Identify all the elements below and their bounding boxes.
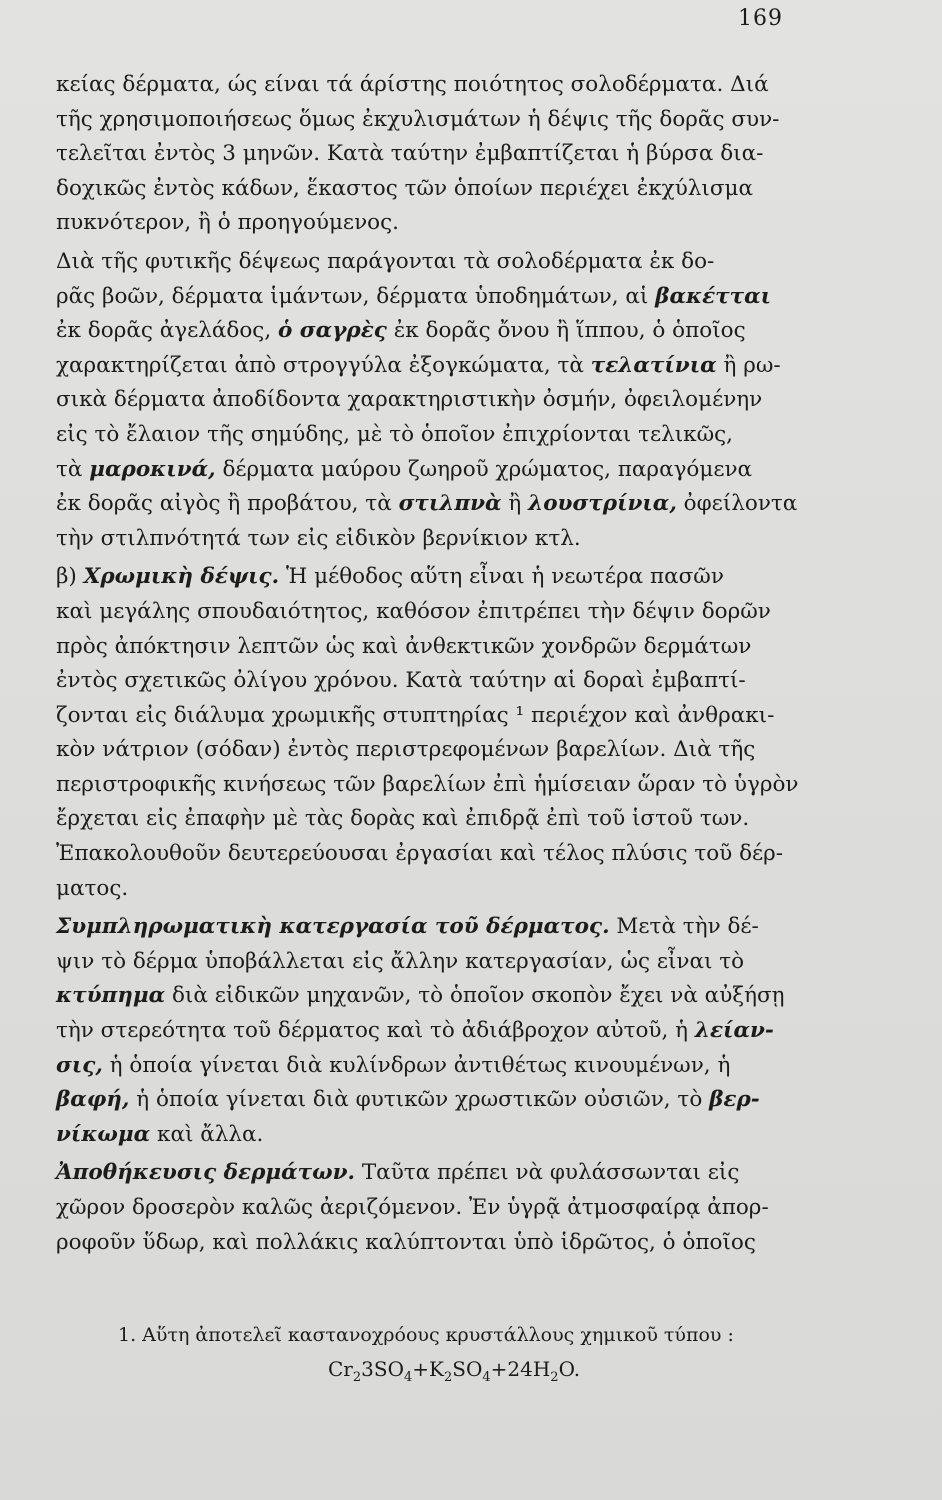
text-line: [56, 314, 824, 349]
text-line: [56, 1118, 824, 1153]
line-text: χῶρον δροσερὸν καλῶς ἀεριζόμενον. Ἐν ὑγρᾷ ἀτμοσφαίρᾳ ἀπορ-: [56, 1195, 769, 1220]
text-line: [56, 172, 824, 207]
text-line: [56, 103, 824, 138]
formula-part: 3SO: [361, 1357, 404, 1381]
text-line: [56, 68, 824, 103]
line-text: εἰς τὸ ἔλαιον τῆς σημύδης, μὲ τὸ ὁποῖον ἐπιχρίονται τελικῶς,: [56, 421, 733, 447]
line-text: τὴν στερεότητα τοῦ δέρματος καὶ τὸ ἀδιάβροχον αὐτοῦ, ἡ: [56, 1018, 695, 1044]
line-text: καὶ ἄλλα.: [150, 1121, 264, 1147]
emphasized-term: Συμπληρωματικὴ κατεργασία τοῦ δέρματος.: [56, 914, 610, 940]
line-text: δέρματα μαύρου ζωηροῦ χρώματος, παραγόμενα: [215, 456, 753, 482]
line-text: τῆς χρησιμοποιήσεως ὅμως ἐκχυλισμάτων ἡ δέψις τῆς δορᾶς συν-: [56, 106, 780, 132]
line-text: ἐκ δορᾶς ὄνου ἢ ἵππου, ὁ ὁποῖος: [386, 318, 746, 344]
formula-subscript: 4: [482, 1370, 491, 1385]
formula-part: O.: [558, 1357, 581, 1381]
emphasized-term: Χρωμικὴ δέψις.: [83, 564, 280, 590]
text-line: [56, 1191, 824, 1226]
text-line: [56, 349, 824, 384]
emphasized-term: σις,: [56, 1052, 103, 1078]
text-line: [56, 1156, 824, 1191]
line-text: τὴν στιλπνότητά των εἰς εἰδικὸν βερνίκιον κτλ.: [56, 525, 581, 551]
emphasized-term: νίκωμα: [56, 1121, 151, 1147]
line-text: β): [56, 564, 84, 590]
emphasized-term: λουστρίνια,: [528, 491, 677, 517]
chemical-formula: [118, 1352, 818, 1386]
emphasized-term: βερ-: [709, 1087, 760, 1113]
line-text: ζονται εἰς διάλυμα χρωμικῆς στυπτηρίας ¹ περιέχον καὶ ἀνθρακι-: [56, 702, 775, 728]
line-text: ἔρχεται εἰς ἐπαφὴν μὲ τὰς δορὰς καὶ ἐπιδρᾷ ἐπὶ τοῦ ἱστοῦ των.: [56, 806, 750, 832]
formula-part: Cr: [328, 1357, 353, 1381]
text-line: [56, 453, 824, 488]
text-line: [56, 1226, 824, 1261]
text-line: [56, 802, 824, 837]
formula-part: +K: [412, 1357, 444, 1381]
footnote: [118, 1318, 818, 1386]
text-line: [56, 979, 824, 1014]
emphasized-term: ὁ σαγρὲς: [277, 318, 387, 344]
line-text: Διὰ τῆς φυτικῆς δέψεως παράγονται τὰ σολοδέρματα ἐκ δο-: [56, 248, 715, 274]
line-text: ἡ ὁποία γίνεται διὰ κυλίνδρων ἀντιθέτως κινουμένων, ἡ: [102, 1052, 731, 1078]
text-line: [56, 872, 824, 907]
formula-part: +24H: [490, 1357, 551, 1381]
page-number: 169: [738, 6, 783, 31]
line-text: κὸν νάτριον (σόδαν) ἐντὸς περιστρεφομένων βαρελίων. Διὰ τῆς: [56, 737, 756, 763]
emphasized-term: βαφή,: [56, 1087, 130, 1113]
text-line: [56, 945, 824, 980]
emphasized-term: λείαν-: [694, 1018, 774, 1044]
line-text: ἢ ρω-: [716, 352, 781, 378]
text-line: [56, 699, 824, 734]
formula-subscript: 2: [352, 1370, 362, 1385]
line-text: ὀφείλοντα: [676, 491, 798, 517]
emphasized-term: στιλπνὰ: [398, 491, 502, 517]
text-line: [56, 418, 824, 453]
text-line: [56, 837, 824, 872]
emphasized-term: βακέτται: [655, 283, 772, 309]
line-text: ψιν τὸ δέρμα ὑποβάλλεται εἰς ἄλλην κατεργασίαν, ὡς εἶναι τὸ: [56, 948, 745, 974]
text-line: [56, 487, 824, 522]
text-line: [56, 522, 824, 557]
text-line: [56, 1049, 824, 1084]
formula-subscript: 2: [443, 1370, 453, 1385]
line-text: πρὸς ἀπόκτησιν λεπτῶν ὡς καὶ ἀνθεκτικῶν χονδρῶν δερμάτων: [56, 633, 752, 659]
text-line: [56, 768, 824, 803]
text-line: [56, 1014, 824, 1049]
emphasized-term: Ἀποθήκευσις δερμάτων.: [56, 1160, 355, 1186]
text-line: [56, 137, 824, 172]
line-text: ροφοῦν ὕδωρ, καὶ πολλάκις καλύπτονται ὑπὸ ἱδρῶτος, ὁ ὁποῖος: [56, 1229, 756, 1255]
text-line: [56, 595, 824, 630]
text-line: [56, 383, 824, 418]
emphasized-term: τελατίνια: [590, 352, 717, 378]
line-text: σικὰ δέρματα ἀποδίδοντα χαρακτηριστικὴν ὀσμήν, ὀφειλομένην: [56, 387, 763, 413]
line-text: δοχικῶς ἐντὸς κάδων, ἕκαστος τῶν ὁποίων περιέχει ἐκχύλισμα: [56, 175, 753, 201]
line-text: Ἡ μέθοδος αὕτη εἶναι ἡ νεωτέρα πασῶν: [279, 564, 724, 590]
line-text: Ἐπακολουθοῦν δευτερεύουσαι ἐργασίαι καὶ τέλος πλύσις τοῦ δέρ-: [56, 841, 784, 867]
text-line: [56, 560, 824, 595]
formula-subscript: 2: [550, 1370, 559, 1385]
line-text: κείας δέρματα, ώς είναι τά άρίστης ποιότητος σολοδέρματα. Διά: [56, 72, 769, 97]
line-text: τὰ: [56, 456, 90, 482]
formula-subscript: 4: [403, 1370, 413, 1385]
text-line: [56, 1083, 824, 1118]
footnote-text: 1. Αὕτη ἀποτελεῖ καστανοχρόους κρυστάλλους χημικοῦ τύπου :: [118, 1324, 734, 1346]
text-line: [56, 280, 824, 315]
text-line: [56, 245, 824, 280]
text-line: [56, 733, 824, 768]
line-text: ματος.: [56, 875, 129, 901]
line-text: περιστροφικῆς κινήσεως τῶν βαρελίων ἐπὶ ἡμίσειαν ὥραν τὸ ὑγρὸν: [56, 771, 799, 797]
line-text: ἐκ δορᾶς ἀγελάδος,: [56, 318, 278, 344]
line-text: Ταῦτα πρέπει νὰ φυλάσσωνται εἰς: [355, 1160, 740, 1186]
line-text: καὶ μεγάλης σπουδαιότητος, καθόσον ἐπιτρέπει τὴν δέψιν δορῶν: [56, 598, 771, 624]
emphasized-term: μαροκινά,: [89, 456, 216, 482]
text-line: [56, 910, 824, 945]
line-text: τελεῖται ἐντὸς 3 μηνῶν. Κατὰ ταύτην ἐμβαπτίζεται ἡ βύρσα δια-: [56, 141, 764, 167]
line-text: πυκνότερον, ἢ ὁ προηγούμενος.: [56, 210, 399, 236]
line-text: χαρακτηρίζεται ἀπὸ στρογγύλα ἐξογκώματα, τὰ: [56, 352, 591, 378]
text-line: [56, 664, 824, 699]
line-text: διὰ εἰδικῶν μηχανῶν, τὸ ὁποῖον σκοπὸν ἔχει νὰ αὐξήσῃ: [165, 983, 785, 1009]
line-text: ρᾶς βοῶν, δέρματα ἱμάντων, δέρματα ὑποδημάτων, αἱ: [56, 283, 656, 309]
line-text: ἐντὸς σχετικῶς ὀλίγου χρόνου. Κατὰ ταύτην αἱ δοραὶ ἐμβαπτί-: [56, 668, 746, 694]
line-text: ἢ: [501, 491, 529, 517]
formula-part: SO: [452, 1357, 483, 1381]
emphasized-term: κτύπημα: [56, 983, 166, 1009]
line-text: ἐκ δορᾶς αἰγὸς ἢ προβάτου, τὰ: [56, 491, 399, 517]
line-text: ἡ ὁποία γίνεται διὰ φυτικῶν χρωστικῶν οὐσιῶν, τὸ: [129, 1087, 710, 1113]
body-text: [56, 68, 824, 1260]
text-line: [56, 206, 824, 241]
text-line: [56, 630, 824, 665]
line-text: Μετὰ τὴν δέ-: [609, 914, 759, 940]
